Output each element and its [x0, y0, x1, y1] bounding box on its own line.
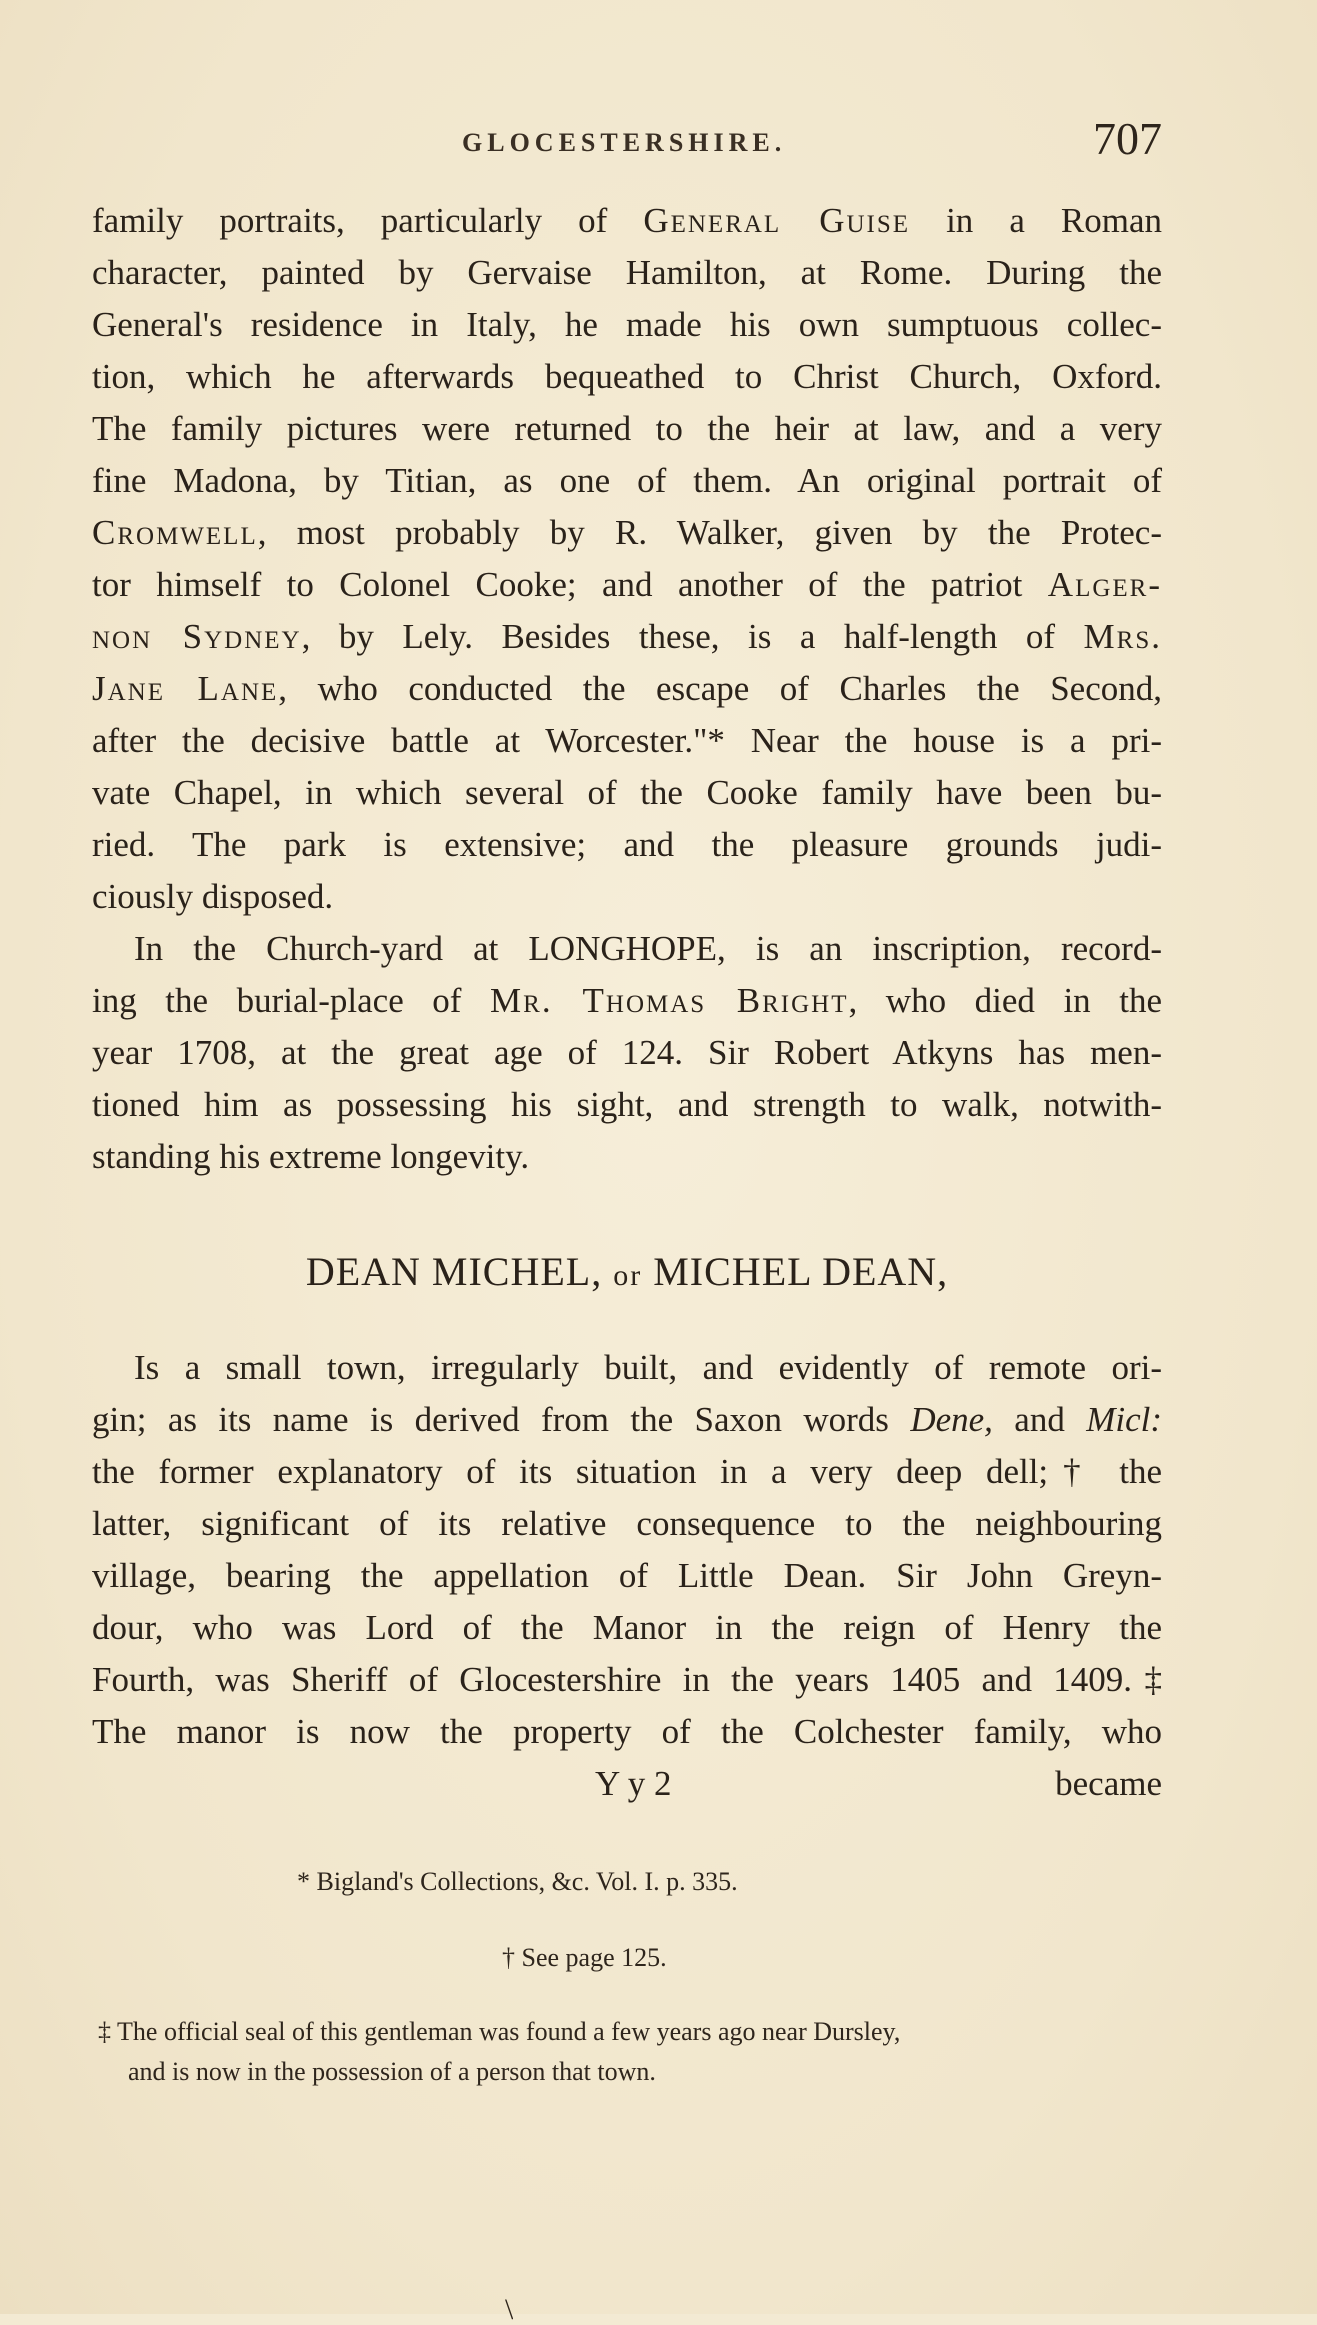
heading-text: MICHEL DEAN, [642, 1249, 949, 1294]
heading-conjunction: or [613, 1259, 643, 1292]
running-head: GLOCESTERSHIRE. [462, 128, 787, 157]
small-caps-name: Cromwell [92, 513, 258, 552]
text-span: family portraits, particularly of [92, 201, 644, 240]
text-line: year 1708, at the great age of 124. Sir Robert Atkyns has men- [92, 1033, 1162, 1072]
text-line: tioned him as possessing his sight, and strength to walk, notwith- [92, 1085, 1162, 1124]
text-span: and [992, 1400, 1087, 1439]
text-line [92, 663, 1162, 715]
text-span: in a Roman [910, 201, 1163, 240]
text-line [92, 507, 1162, 559]
text-line [92, 1394, 1162, 1446]
text-line: Fourth, was Sheriff of Glocestershire in the years 1405 and 1409.‡ [92, 1660, 1162, 1699]
printer-mark: \ [505, 2295, 514, 2325]
text-line: standing his extreme longevity. [92, 1137, 530, 1176]
page-header [92, 112, 1162, 172]
footnote-2: † See page 125. [502, 1943, 667, 1972]
small-caps-name: Jane Lane [92, 669, 279, 708]
text-line: The family pictures were returned to the heir at law, and a very [92, 409, 1162, 448]
small-caps-name: Mrs. [1083, 617, 1162, 656]
text-span: , who conducted the escape of Charles the Second, [278, 669, 1162, 708]
footnote-1: * Bigland's Collections, &c. Vol. I. p. 335. [297, 1867, 738, 1896]
heading-text: DEAN MICHEL, [305, 1249, 614, 1294]
text-line: ciously disposed. [92, 877, 334, 916]
text-line: ried. The park is extensive; and the pleasure grounds judi- [92, 825, 1162, 864]
text-span: tor himself to Colonel Cooke; and another of the patriot [92, 565, 1048, 604]
section-heading [92, 1248, 1162, 1295]
text-line: the former explanatory of its situation in a very deep dell;† the [92, 1452, 1162, 1491]
text-line: fine Madona, by Titian, as one of them. An original portrait of [92, 461, 1162, 500]
text-line [92, 559, 1162, 611]
footnote-3-continued: and is now in the possession of a person that town. [128, 2057, 656, 2086]
signature-row [92, 1758, 1162, 1810]
text-span: gin; as its name is derived from the Saxon words [92, 1400, 911, 1439]
small-caps-name: non Sydney [92, 617, 302, 656]
text-line: Is a small town, irregularly built, and evidently of remote ori- [134, 1348, 1162, 1387]
text-line: General's residence in Italy, he made his own sumptuous collec- [92, 305, 1162, 344]
text-line: vate Chapel, in which several of the Cooke family have been bu- [92, 773, 1162, 812]
small-caps-name: Mr. Thomas Bright [490, 981, 849, 1020]
text-line: after the decisive battle at Worcester."* Near the house is a pri- [92, 721, 1162, 760]
text-line: tion, which he afterwards bequeathed to Christ Church, Oxford. [92, 357, 1162, 396]
text-span: , who died in the [848, 981, 1163, 1020]
text-line: The manor is now the property of the Colchester family, who [92, 1712, 1162, 1751]
body-text-lower [92, 1342, 1162, 1810]
italic-word: Micl: [1086, 1400, 1162, 1439]
text-line: village, bearing the appellation of Little Dean. Sir John Greyn- [92, 1556, 1162, 1595]
signature-mark: Y y 2 [595, 1764, 672, 1803]
text-line [92, 195, 1162, 247]
small-caps-name: General Guise [643, 201, 911, 240]
body-text-upper [92, 195, 1162, 1183]
text-line: In the Church-yard at LONGHOPE, is an inscription, record- [134, 929, 1162, 968]
text-line: latter, significant of its relative consequence to the neighbouring [92, 1504, 1162, 1543]
text-line [92, 611, 1162, 663]
text-line: character, painted by Gervaise Hamilton, at Rome. During the [92, 253, 1162, 292]
text-span: , most probably by R. Walker, given by the Protec- [257, 513, 1162, 552]
text-line [92, 975, 1162, 1027]
small-caps-name: Alger- [1047, 565, 1162, 604]
text-line: dour, who was Lord of the Manor in the reign of Henry the [92, 1608, 1162, 1647]
italic-word: Dene, [910, 1400, 993, 1439]
footnote-3: ‡ The official seal of this gentleman was found a few years ago near Dursley, [98, 2017, 901, 2046]
text-span: ing the burial-place of [92, 981, 491, 1020]
text-span: , by Lely. Besides these, is a half-length of [301, 617, 1084, 656]
catchword: became [1055, 1764, 1162, 1803]
page-number: 707 [1093, 113, 1162, 164]
